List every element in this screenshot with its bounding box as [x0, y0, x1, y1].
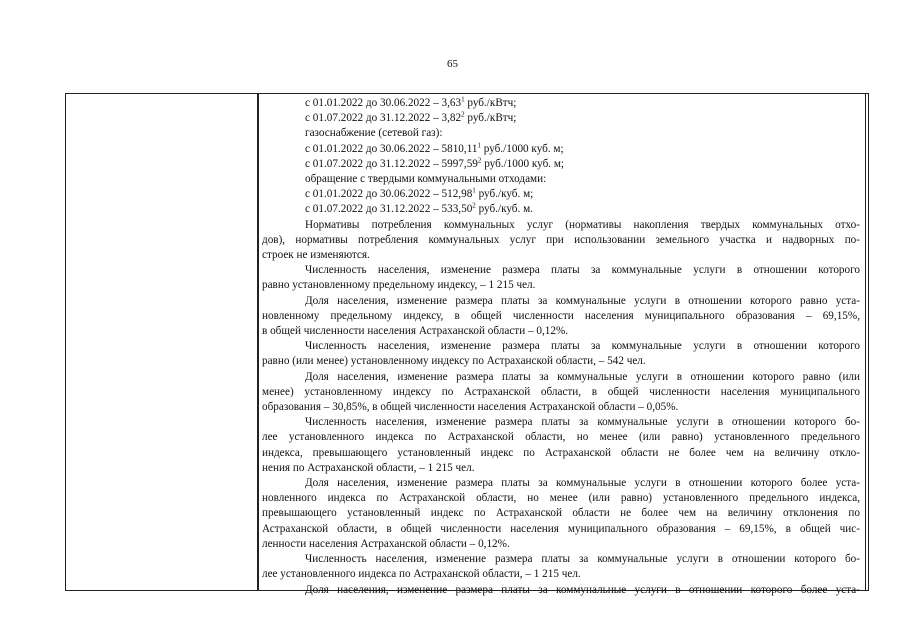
tariff-line-text: с 01.07.2022 до 31.12.2022 – 5997,59: [305, 157, 478, 170]
page-number: 65: [447, 58, 458, 70]
tariff-line-text: газоснабжение (сетевой газ):: [305, 127, 443, 140]
paragraph: [262, 294, 860, 340]
paragraph-line: менее) установленному индексу по Астраханской области, в общей численности населения муниципального: [262, 385, 860, 398]
paragraph-line: индекса, превышающего установленный индекс по Астраханской области не более чем на величину откло-: [262, 446, 860, 459]
paragraph: [262, 370, 860, 416]
tariff-line-unit: руб./1000 куб. м;: [481, 157, 565, 170]
paragraph: [262, 263, 860, 293]
tariff-line-text: с 01.07.2022 до 31.12.2022 – 533,50: [305, 203, 473, 216]
paragraph-line: новленного индекса по Астраханской области, но менее (или равно) установленного предельного индекса,: [262, 492, 860, 505]
paragraph-line: ленности населения Астраханской области – 0,12%.: [262, 537, 510, 550]
paragraph-line: Доля населения, изменение размера платы за коммунальные услуги в отношении которого равно уста-: [305, 294, 860, 307]
tariff-line-unit: руб./куб. м.: [475, 203, 533, 216]
paragraph-line: равно (или менее) установленному индексу по Астраханской области, – 542 чел.: [262, 355, 646, 368]
tariff-list: [262, 96, 860, 218]
table-cell-text: [262, 96, 860, 598]
tariff-line: [262, 172, 860, 187]
footnote-marker: 1: [461, 95, 465, 104]
footnote-marker: 1: [472, 186, 476, 195]
tariff-line-text: обращение с твердыми коммунальными отходами:: [305, 173, 547, 186]
document-table: [65, 93, 869, 596]
paragraph-line: Нормативы потребления коммунальных услуг (нормативы накопления твердых коммунальных отхо-: [305, 218, 860, 231]
tariff-line-text: с 01.07.2022 до 31.12.2022 – 3,82: [305, 112, 462, 125]
tariff-line-unit: руб./кВтч;: [464, 97, 517, 109]
paragraph: [262, 552, 860, 582]
paragraph-line: Численность населения, изменение размера платы за коммунальные услуги в отношении которого бо-: [305, 416, 860, 429]
tariff-line: [262, 96, 860, 111]
paragraph-line: превышающего установленный индекс по Астраханской области не более чем на величину отклонения по: [262, 507, 860, 520]
paragraph-line: дов), нормативы потребления коммунальных услуг при использовании земельного участка и надворных по-: [262, 233, 860, 246]
paragraph: [262, 476, 860, 552]
footnote-marker: 2: [472, 201, 476, 210]
tariff-line: [262, 187, 860, 202]
tariff-line-unit: руб./куб. м;: [475, 188, 534, 201]
tariff-line-unit: руб./кВтч;: [464, 112, 517, 125]
paragraph-line: строек не изменяются.: [262, 249, 370, 262]
paragraph-line: Численность населения, изменение размера платы за коммунальные услуги в отношении которого бо-: [305, 553, 860, 566]
paragraph-line: лее установленного индекса по Астраханской области, – 1 215 чел.: [262, 568, 581, 581]
tariff-line-text: с 01.01.2022 до 30.06.2022 – 5810,11: [305, 142, 478, 155]
tariff-line-unit: руб./1000 куб. м;: [480, 142, 564, 155]
paragraph-line: лее установленного индекса по Астраханской области, но менее (или равно) установленного предельного: [262, 431, 860, 444]
footnote-marker: 2: [461, 110, 465, 119]
footnote-marker: 1: [477, 140, 481, 149]
paragraph: [262, 583, 860, 598]
footnote-marker: 2: [477, 156, 482, 165]
tariff-line: [262, 126, 860, 141]
tariff-line: [262, 111, 860, 126]
tariff-line-text: с 01.01.2022 до 30.06.2022 – 3,63: [305, 97, 462, 109]
tariff-line: [262, 202, 860, 217]
paragraph-line: равно установленному предельному индексу, – 1 215 чел.: [262, 279, 536, 292]
paragraph-line: Астраханской области, в общей численности населения муниципального образования – 69,15%, в общей чис-: [262, 522, 860, 535]
paragraph: [262, 218, 860, 264]
tariff-line-text: с 01.01.2022 до 30.06.2022 – 512,98: [305, 188, 473, 201]
paragraph-line: Доля населения, изменение размера платы за коммунальные услуги в отношении которого более уста-: [305, 583, 860, 596]
paragraph-list: [262, 218, 860, 598]
column-divider-left-double: [258, 94, 259, 590]
paragraph-line: Доля населения, изменение размера платы за коммунальные услуги в отношении которого равно (или: [305, 370, 860, 383]
paragraph-line: в общей численности населения Астраханской области – 0,12%.: [262, 325, 569, 338]
paragraph-line: Численность населения, изменение размера платы за коммунальные услуги в отношении которого: [305, 340, 860, 353]
paragraph-line: Доля населения, изменение размера платы за коммунальные услуги в отношении которого более уста-: [305, 477, 860, 490]
tariff-line: [262, 142, 860, 157]
tariff-line: [262, 157, 860, 172]
paragraph-line: Численность населения, изменение размера платы за коммунальные услуги в отношении которого: [305, 264, 860, 277]
paragraph-line: образования – 30,85%, в общей численности населения Астраханской области – 0,05%.: [262, 401, 679, 414]
paragraph-line: нения по Астраханской области, – 1 215 чел.: [262, 461, 475, 474]
paragraph: [262, 339, 860, 369]
paragraph-line: новленному предельному индексу, в общей численности населения муниципального образования – 69,15%,: [262, 309, 860, 322]
paragraph: [262, 415, 860, 476]
column-divider-right: [865, 94, 866, 590]
